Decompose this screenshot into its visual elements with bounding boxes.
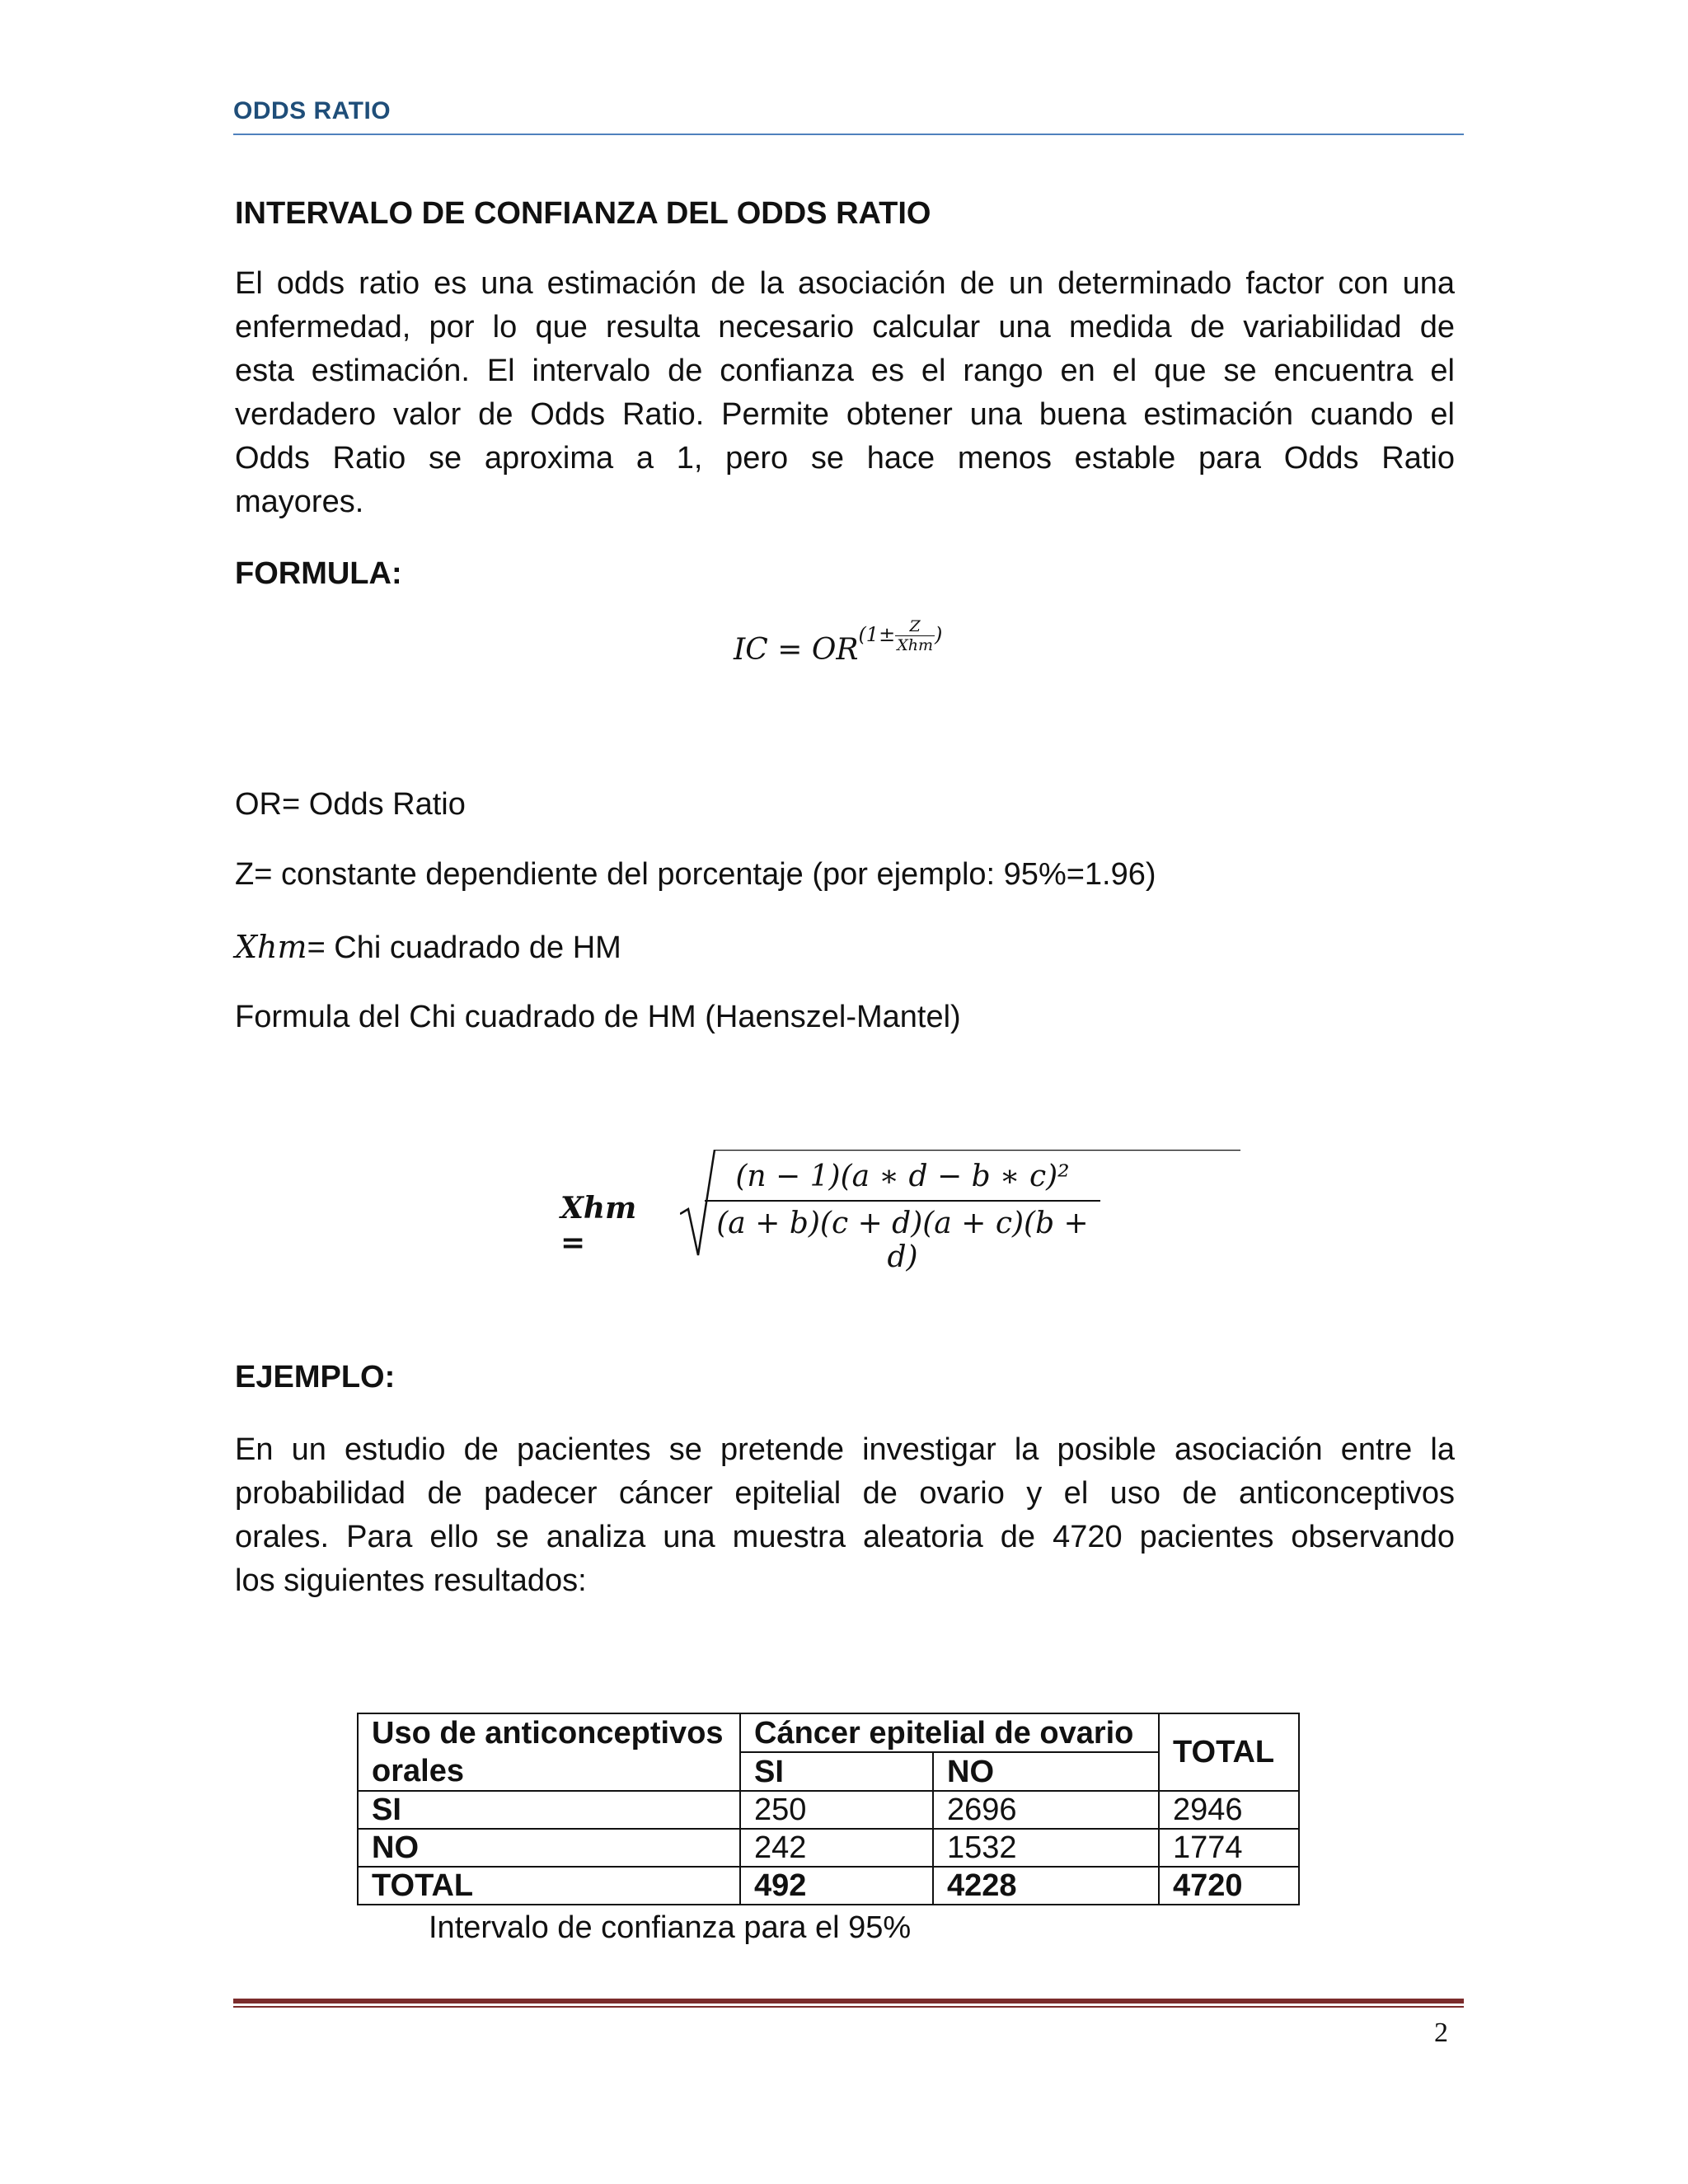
row-label: NO [358,1829,740,1867]
row-label: SI [358,1791,740,1829]
xhm-definition: = Chi cuadrado de HM [307,930,621,965]
ic-exponent [858,617,943,654]
intro-line: esta estimación. El intervalo de confianza es el rango en el que se encuentra el [235,354,1455,388]
xhm-numerator: (n − 1)(a ∗ d − b ∗ c)² [735,1160,1070,1193]
cell-no: 2696 [933,1791,1159,1829]
xhm-fraction [705,1160,1100,1274]
ic-exp-num: Z [895,617,935,636]
cell-si: 492 [740,1867,933,1905]
ic-exp-den: Xhm [897,636,933,654]
footer-rule-thin [233,2006,1464,2008]
total-header-cell: TOTAL [1159,1713,1299,1791]
cell-no: 4228 [933,1867,1159,1905]
running-header: ODDS RATIO [233,97,392,124]
example-line: orales. Para ello se analiza una muestra aleatoria de 4720 pacientes observando [235,1520,1455,1554]
cell-total: 1774 [1159,1829,1299,1867]
intro-line: mayores. [235,485,364,519]
intro-paragraph [235,262,1455,524]
def-z: Z= constante dependiente del porcentaje (por ejemplo: 95%=1.96) [235,857,1156,892]
section-title: INTERVALO DE CONFIANZA DEL ODDS RATIO [235,196,931,231]
example-line: los siguientes resultados: [235,1563,587,1598]
xhm-denominator: (a + b)(c + d)(a + c)(b + d) [716,1207,1089,1274]
row-label: TOTAL [358,1867,740,1905]
example-line: probabilidad de padecer cáncer epitelial de ovario y el uso de anticonceptivos [235,1476,1455,1511]
example-paragraph [235,1428,1455,1603]
formula-label: FORMULA: [235,556,402,591]
group-header-cell: Cáncer epitelial de ovario [740,1713,1159,1752]
cell-si: 242 [740,1829,933,1867]
row-header-line: Uso de anticonceptivos [372,1716,724,1750]
cell-total: 2946 [1159,1791,1299,1829]
intro-line: verdadero valor de Odds Ratio. Permite obtener una buena estimación cuando el [235,397,1455,432]
def-xhm [235,929,621,966]
table-row [358,1791,1299,1829]
col-si-header: SI [740,1752,933,1791]
ic-formula [734,617,943,673]
ic-exp-fraction [895,617,935,654]
table-row [358,1867,1299,1905]
table-row [358,1829,1299,1867]
example-line: En un estudio de pacientes se pretende investigar la posible asociación entre la [235,1432,1455,1467]
intro-line: enfermedad, por lo que resulta necesario calcular una medida de variabilidad de [235,310,1455,344]
example-label: EJEMPLO: [235,1360,396,1394]
cell-total: 4720 [1159,1867,1299,1905]
cell-no: 1532 [933,1829,1159,1867]
chi-formula-title: Formula del Chi cuadrado de HM (Haenszel-Mantel) [235,1000,961,1034]
header-rule [233,134,1464,135]
cell-si: 250 [740,1791,933,1829]
xhm-symbol: Xhm [235,929,307,965]
ic-exp-open: (1± [858,623,896,646]
col-no-header: NO [933,1752,1159,1791]
row-header-cell [358,1713,740,1791]
intro-line: El odds ratio es una estimación de la asociación de un determinado factor con una [235,266,1455,301]
ic-exp-close: ) [934,623,943,646]
xhm-lhs: Xhm = [560,1191,637,1260]
ic-lhs: IC = OR [734,633,859,667]
intro-line: Odds Ratio se aproxima a 1, pero se hace menos estable para Odds Ratio [235,441,1455,476]
table-caption: Intervalo de confianza para el 95% [429,1910,912,1945]
footer-rule [233,1999,1464,2004]
row-header-line: orales [372,1754,464,1788]
page-number: 2 [1434,2018,1448,2048]
contingency-table [357,1713,1300,1905]
def-or: OR= Odds Ratio [235,787,466,822]
